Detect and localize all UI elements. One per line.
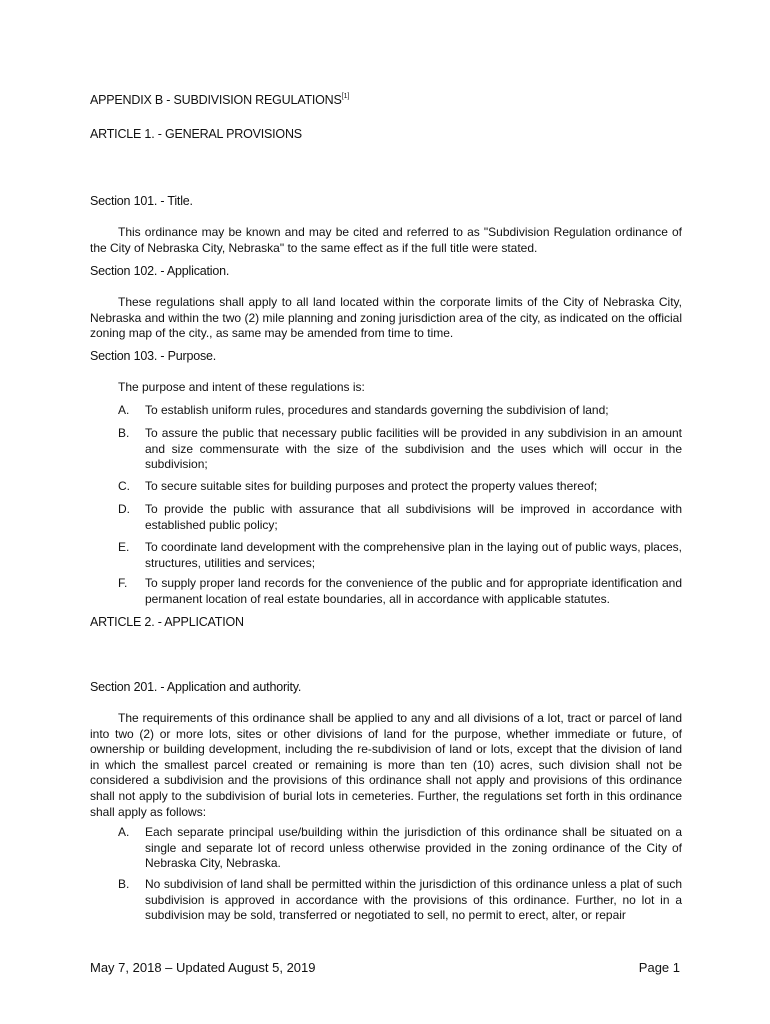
section-101-body: This ordinance may be known and may be cited and referred to as "Subdivision Regulation ordinance of the City of Nebraska City, Nebraska" to the same effect as if the full title were stated.: [90, 225, 682, 255]
application-item-a: [118, 825, 682, 872]
article-2-title: ARTICLE 2. - APPLICATION: [90, 615, 244, 629]
section-201-body: The requirements of this ordinance shall be applied to any and all divisions of a lot, tract or parcel of land into two (2) or more lots, sites or other divisions of land for the purpose, whether immediate or future, of ownership or building development, including the re-subdivision of land or lots, except that the division of land in which the smallest parcel created or remaining is more than ten (10) acres, such division shall not be considered a subdivision and the provisions of this ordinance shall not apply and provisions of this ordinance shall not apply to the subdivision of burial lots in cemeteries. Further, the regulations set forth in this ordinance shall apply as follows:: [90, 711, 682, 819]
list-letter: A.: [118, 825, 130, 839]
list-item-text: To provide the public with assurance that all subdivisions will be improved in accordance with established public policy;: [145, 502, 682, 532]
list-letter: D.: [118, 502, 130, 516]
appendix-title: [90, 93, 349, 107]
list-letter: E.: [118, 540, 130, 554]
list-item-text: To establish uniform rules, procedures and standards governing the subdivision of land;: [145, 403, 609, 417]
section-103-heading: Section 103. - Purpose.: [90, 349, 217, 363]
section-101-heading: Section 101. - Title.: [90, 194, 193, 208]
footer-page-number: Page 1: [638, 960, 680, 975]
list-item-text: To secure suitable sites for building purposes and protect the property values thereof;: [145, 479, 598, 493]
list-item-text: To assure the public that necessary public facilities will be provided in any subdivision in an amount and size commensurate with the size of the subdivision and the uses which will occur in the subdivision;: [145, 426, 682, 472]
list-letter: B.: [118, 426, 130, 440]
purpose-item-c: [118, 479, 682, 495]
list-letter: B.: [118, 877, 130, 891]
list-letter: F.: [118, 576, 128, 590]
section-201-heading: Section 201. - Application and authority.: [90, 680, 302, 694]
list-letter: A.: [118, 403, 130, 417]
purpose-item-f: [118, 576, 682, 607]
section-102-body: These regulations shall apply to all land located within the corporate limits of the City of Nebraska City, Nebraska and within the two (2) mile planning and zoning jurisdiction area of the city, as indicated on the official zoning map of the city., as same may be amended from time to time.: [90, 295, 682, 341]
purpose-item-a: [118, 403, 682, 419]
purpose-item-d: [118, 502, 682, 533]
section-102-heading: Section 102. - Application.: [90, 264, 230, 278]
article-1-title: ARTICLE 1. - GENERAL PROVISIONS: [90, 127, 302, 141]
list-item-text: No subdivision of land shall be permitted within the jurisdiction of this ordinance unless a plat of such subdivision is approved in accordance with the provisions of this ordinance. Further, no lot in a subdivision may be sold, transferred or negotiated to sell, no permit to erect, alter, or repair: [145, 877, 682, 923]
footnote-link[interactable]: [1]: [341, 93, 350, 100]
application-item-b: [118, 877, 682, 924]
section-103-intro: The purpose and intent of these regulations is:: [118, 380, 365, 394]
appendix-title-text: APPENDIX B - SUBDIVISION REGULATIONS: [90, 93, 342, 107]
purpose-item-e: [118, 540, 682, 571]
list-item-text: To coordinate land development with the comprehensive plan in the laying out of public ways, places, structures, utilities and services;: [145, 540, 682, 570]
list-item-text: To supply proper land records for the convenience of the public and for appropriate identification and permanent location of real estate boundaries, all in accordance with applicable statutes.: [145, 576, 682, 606]
footer-date: May 7, 2018 – Updated August 5, 2019: [90, 960, 316, 975]
list-letter: C.: [118, 479, 130, 493]
list-item-text: Each separate principal use/building within the jurisdiction of this ordinance shall be situated on a single and separate lot of record unless otherwise provided in the zoning ordinance of the City of Nebraska City, Nebraska.: [145, 825, 682, 871]
purpose-item-b: [118, 426, 682, 473]
